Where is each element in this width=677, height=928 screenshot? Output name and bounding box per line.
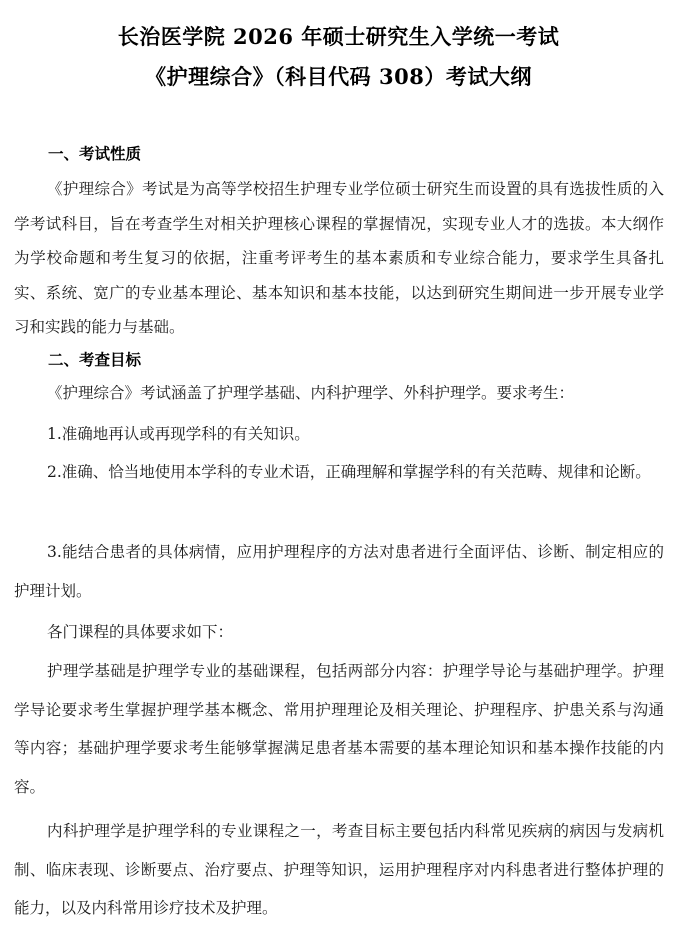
paragraph-course-requirements-intro: 各门课程的具体要求如下： [47,623,234,641]
paragraph-exam-nature: 《护理综合》考试是为高等学校招生护理专业学位硕士研究生而设置的具有选拔性质的入学考试科目，旨在考查学生对相关护理核心课程的掌握情况，实现专业人才的选拔。本大纲作为学校命题和考生复习的依据，注重考评考生的基本素质和专业综合能力，要求学生具备扎实、系统、宽广的专业基本理论、基本知识和基本技能，以达到研究生期间进一步开展专业学习和实践的能力与基础。 [14,180,664,336]
paragraph-internal-medicine-nursing: 内科护理学是护理学科的专业课程之一，考查目标主要包括内科常见疾病的病因与发病机制、临床表现、诊断要点、治疗要点、护理等知识，运用护理程序对内科患者进行整体护理的能力，以及内科常用诊疗技术及护理。 [14,822,664,917]
paragraph-objectives-intro: 《护理综合》考试涵盖了护理学基础、内科护理学、外科护理学。要求考生： [47,384,575,402]
section-heading-objectives: 二、考查目标 [48,351,142,369]
paragraph-objective-2: 2.准确、恰当地使用本学科的专业术语，正确理解和掌握学科的有关范畴、规律和论断。 [47,463,651,481]
section-heading-nature: 一、考试性质 [48,145,142,163]
paragraph-objective-1: 1.准确地再认或再现学科的有关知识。 [47,425,310,443]
paragraph-objective-3: 3.能结合患者的具体病情，应用护理程序的方法对患者进行全面评估、诊断、制定相应的护理计划。 [14,543,664,600]
document-title-line2: 《护理综合》（科目代码 308）考试大纲 [145,64,532,89]
document-title-line1: 长治医学院 2026 年硕士研究生入学统一考试 [117,24,560,49]
paragraph-nursing-fundamentals: 护理学基础是护理学专业的基础课程，包括两部分内容：护理学导论与基础护理学。护理学导论要求考生掌握护理学基本概念、常用护理理论及相关理论、护理程序、护患关系与沟通等内容；基础护理学要求考生能够掌握满足患者基本需要的基本理论知识和基本操作技能的内容。 [14,662,664,796]
